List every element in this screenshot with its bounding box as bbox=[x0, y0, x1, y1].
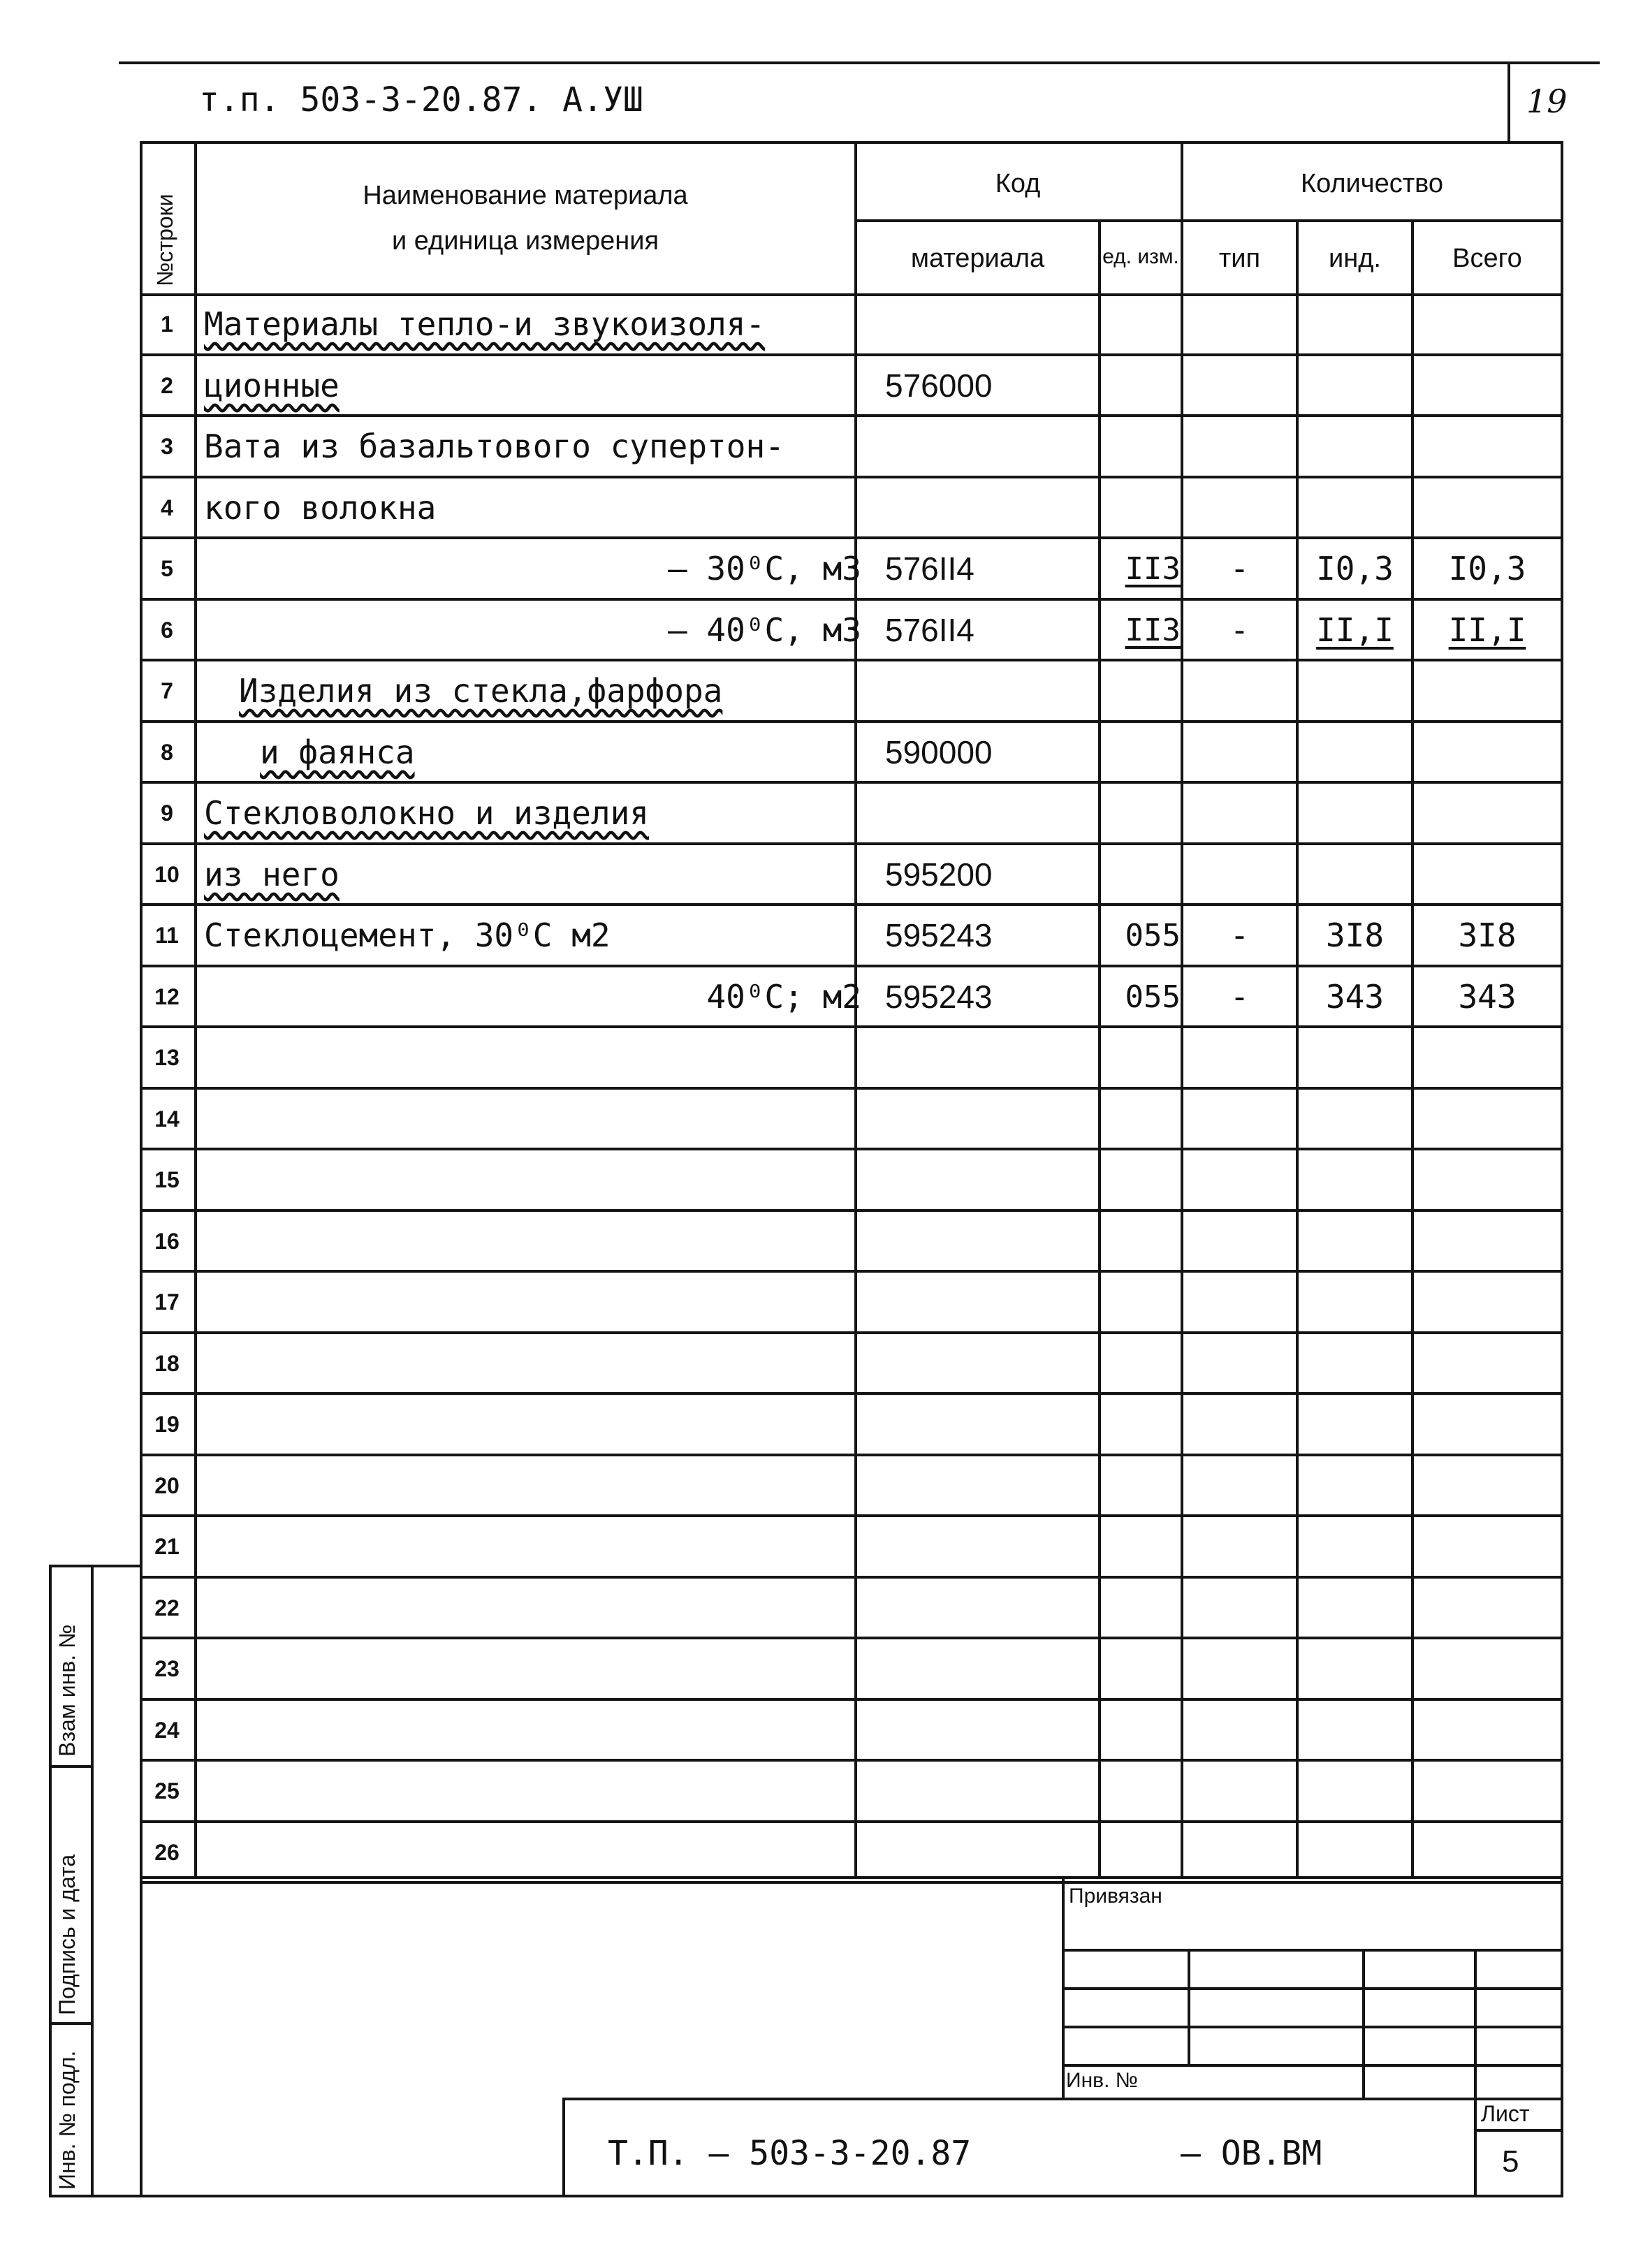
row-12-n-text: 12 bbox=[154, 983, 180, 1009]
row-10-n-text: 10 bbox=[154, 861, 180, 887]
row-19-unit bbox=[1101, 1395, 1185, 1454]
row-23-type bbox=[1183, 1639, 1296, 1698]
row-19-name bbox=[197, 1395, 861, 1454]
row-17-name bbox=[197, 1273, 861, 1331]
row-23-n-text: 23 bbox=[154, 1655, 180, 1681]
row-6-type bbox=[1183, 601, 1296, 659]
row-5-ind-text: I0,3 bbox=[1316, 550, 1394, 587]
row-1-unit bbox=[1101, 295, 1185, 353]
row-11-type bbox=[1183, 906, 1296, 965]
row-15-type bbox=[1183, 1150, 1296, 1209]
row-2-total bbox=[1414, 356, 1561, 415]
row-4-n bbox=[140, 478, 194, 537]
row-20-type bbox=[1183, 1456, 1296, 1515]
row-7-unit bbox=[1101, 661, 1185, 720]
row-17-ind bbox=[1299, 1273, 1411, 1331]
row-8-name-text: и фаянса bbox=[260, 733, 415, 771]
row-11-name bbox=[197, 906, 861, 965]
row-25-ind bbox=[1299, 1762, 1411, 1820]
row-24-n-text: 24 bbox=[154, 1717, 180, 1743]
row-3-code bbox=[857, 417, 1126, 476]
stamp-col-1 bbox=[1188, 1949, 1190, 2064]
stamp-line-1 bbox=[1062, 1949, 1563, 1952]
row-9-total bbox=[1414, 784, 1561, 842]
row-20-n-text: 20 bbox=[154, 1472, 180, 1498]
row-26-n-text: 26 bbox=[154, 1839, 180, 1865]
row-5-name-text: – 30⁰С, м3 bbox=[668, 550, 861, 587]
privyazan-label: Привязан bbox=[1069, 1885, 1162, 1908]
row-25-type bbox=[1183, 1762, 1296, 1820]
row-9-type bbox=[1183, 784, 1296, 842]
row-17-total bbox=[1414, 1273, 1561, 1331]
row-1-code bbox=[857, 295, 1126, 353]
row-12-total-text: 343 bbox=[1458, 978, 1517, 1016]
row-19-ind bbox=[1299, 1395, 1411, 1454]
row-22-ind bbox=[1299, 1579, 1411, 1637]
side-strip-top bbox=[49, 1565, 141, 1567]
row-14-code bbox=[857, 1090, 1126, 1148]
row-11-n bbox=[140, 906, 194, 965]
row-4-type bbox=[1183, 478, 1296, 537]
row-7-n bbox=[140, 661, 194, 720]
row-9-ind bbox=[1299, 784, 1411, 842]
row-3-total bbox=[1414, 417, 1561, 476]
row-24-n bbox=[140, 1701, 194, 1759]
row-19-n-text: 19 bbox=[154, 1411, 180, 1437]
designation-left bbox=[562, 2098, 565, 2197]
row-10-code bbox=[857, 845, 1126, 904]
row-20-name bbox=[197, 1456, 861, 1515]
row-7-ind bbox=[1299, 661, 1411, 720]
side-strip-sep-1 bbox=[49, 1765, 92, 1768]
row-20-n bbox=[140, 1456, 194, 1515]
row-16-total bbox=[1414, 1212, 1561, 1271]
row-6-code bbox=[857, 601, 1126, 659]
row-8-name bbox=[197, 723, 917, 782]
row-10-code-text: 595200 bbox=[885, 856, 993, 893]
row-14-n-text: 14 bbox=[154, 1106, 180, 1132]
row-13-name bbox=[197, 1028, 861, 1087]
row-2-n-text: 2 bbox=[161, 372, 173, 398]
row-21-name bbox=[197, 1517, 861, 1576]
page-number: 19 bbox=[1526, 82, 1568, 120]
row-3-unit bbox=[1101, 417, 1185, 476]
row-1-total bbox=[1414, 295, 1561, 353]
sheet-number: 5 bbox=[1502, 2144, 1519, 2179]
row-14-type bbox=[1183, 1090, 1296, 1148]
row-5-type-text: - bbox=[1229, 550, 1250, 587]
row-23-name bbox=[197, 1639, 861, 1698]
row-25-n bbox=[140, 1762, 194, 1820]
row-12-ind-text: 343 bbox=[1325, 978, 1385, 1016]
header-quantity-group: Количество bbox=[1300, 168, 1444, 198]
row-4-code bbox=[857, 478, 1126, 537]
row-2-name-text: ционные bbox=[204, 367, 340, 404]
row-13-n-text: 13 bbox=[154, 1044, 180, 1070]
row-16-unit bbox=[1101, 1212, 1185, 1271]
row-10-total bbox=[1414, 845, 1561, 904]
row-8-n-text: 8 bbox=[161, 739, 173, 765]
row-19-total bbox=[1414, 1395, 1561, 1454]
row-5-total bbox=[1414, 539, 1561, 598]
row-24-type bbox=[1183, 1701, 1296, 1759]
row-6-type-text: - bbox=[1229, 611, 1250, 649]
row-15-ind bbox=[1299, 1150, 1411, 1209]
row-15-unit bbox=[1101, 1150, 1185, 1209]
row-18-name bbox=[197, 1334, 861, 1393]
row-25-name bbox=[197, 1762, 861, 1820]
header-code-unit: ед. изм. bbox=[1102, 245, 1179, 268]
row-26-type bbox=[1183, 1823, 1296, 1882]
side-strip-left-border bbox=[49, 1565, 52, 2197]
row-11-unit bbox=[1101, 906, 1185, 965]
row-22-n-text: 22 bbox=[154, 1595, 180, 1620]
row-21-total bbox=[1414, 1517, 1561, 1576]
row-17-n bbox=[140, 1273, 194, 1331]
row-1-name bbox=[197, 295, 861, 353]
row-6-ind-text: II,I bbox=[1316, 611, 1394, 649]
row-12-code bbox=[857, 967, 1126, 1026]
row-16-code bbox=[857, 1212, 1126, 1271]
row-8-code bbox=[857, 723, 1126, 782]
row-6-code-text: 576II4 bbox=[885, 612, 974, 648]
row-3-name bbox=[197, 417, 861, 476]
row-8-ind bbox=[1299, 723, 1411, 782]
row-4-name-text: кого волокна bbox=[204, 489, 437, 527]
row-22-n bbox=[140, 1579, 194, 1637]
inv-no-label: Инв. № bbox=[1066, 2069, 1138, 2092]
row-16-n bbox=[140, 1212, 194, 1271]
row-11-n-text: 11 bbox=[155, 922, 179, 948]
table-right-border bbox=[1561, 141, 1563, 2197]
row-5-type bbox=[1183, 539, 1296, 598]
row-22-unit bbox=[1101, 1579, 1185, 1637]
designation-top bbox=[562, 2098, 1563, 2100]
row-22-type bbox=[1183, 1579, 1296, 1637]
row-21-type bbox=[1183, 1517, 1296, 1576]
header-name-line1: Наименование материала bbox=[363, 180, 688, 210]
row-13-total bbox=[1414, 1028, 1561, 1087]
row-5-total-text: I0,3 bbox=[1448, 550, 1526, 587]
row-24-name bbox=[197, 1701, 861, 1759]
row-26-name bbox=[197, 1823, 861, 1882]
row-11-code-text: 595243 bbox=[885, 917, 993, 953]
side-strip-divider bbox=[91, 1565, 94, 2197]
row-11-type-text: - bbox=[1229, 916, 1250, 954]
row-2-type bbox=[1183, 356, 1296, 415]
row-4-n-text: 4 bbox=[161, 495, 173, 520]
row-9-code bbox=[857, 784, 1126, 842]
row-14-total bbox=[1414, 1090, 1561, 1148]
table-bottom-border bbox=[140, 2195, 1563, 2197]
row-14-name bbox=[197, 1090, 861, 1148]
row-18-n-text: 18 bbox=[154, 1350, 180, 1376]
header-code-group: Код bbox=[995, 168, 1041, 198]
row-6-n-text: 6 bbox=[161, 617, 173, 643]
row-12-n bbox=[140, 967, 194, 1026]
row-23-ind bbox=[1299, 1639, 1411, 1698]
row-8-type bbox=[1183, 723, 1296, 782]
row-18-code bbox=[857, 1334, 1126, 1393]
row-18-type bbox=[1183, 1334, 1296, 1393]
stamp-line-2 bbox=[1062, 1987, 1563, 1990]
row-10-unit bbox=[1101, 845, 1185, 904]
row-11-code bbox=[857, 906, 1126, 965]
row-20-unit bbox=[1101, 1456, 1185, 1515]
row-7-code bbox=[857, 661, 1126, 720]
row-11-total-text: 3I8 bbox=[1458, 916, 1517, 954]
row-7-name-text: Изделия из стекла,фарфора bbox=[239, 672, 723, 710]
row-5-n bbox=[140, 539, 194, 598]
row-17-type bbox=[1183, 1273, 1296, 1331]
row-14-ind bbox=[1299, 1090, 1411, 1148]
row-13-n bbox=[140, 1028, 194, 1087]
row-20-total bbox=[1414, 1456, 1561, 1515]
header-name-line2: и единица измерения bbox=[391, 226, 659, 256]
table-top-border bbox=[140, 141, 1563, 144]
row-5-n-text: 5 bbox=[161, 555, 173, 581]
row-21-n bbox=[140, 1517, 194, 1576]
row-3-ind bbox=[1299, 417, 1411, 476]
row-22-name bbox=[197, 1579, 861, 1637]
side-strip-bottom bbox=[49, 2195, 141, 2197]
row-3-n-text: 3 bbox=[161, 433, 173, 459]
row-18-unit bbox=[1101, 1334, 1185, 1393]
row-15-n-text: 15 bbox=[154, 1166, 180, 1192]
row-11-ind-text: 3I8 bbox=[1325, 916, 1385, 954]
row-5-name bbox=[197, 539, 903, 598]
row-10-type bbox=[1183, 845, 1296, 904]
side-label-inv-podl: Инв. № подл. bbox=[54, 2050, 80, 2190]
row-21-ind bbox=[1299, 1517, 1411, 1576]
row-5-unit-text: II3 bbox=[1125, 550, 1181, 587]
row-12-total bbox=[1414, 967, 1561, 1026]
designation-section: – ОВ.ВМ bbox=[1181, 2134, 1322, 2173]
row-17-code bbox=[857, 1273, 1126, 1331]
row-25-unit bbox=[1101, 1762, 1185, 1820]
row-26-unit bbox=[1101, 1823, 1185, 1882]
row-18-n bbox=[140, 1334, 194, 1393]
header-qty-ind: инд. bbox=[1329, 243, 1381, 273]
row-6-name-text: – 40⁰С, м3 bbox=[668, 611, 861, 649]
row-1-n-text: 1 bbox=[161, 311, 173, 337]
row-20-ind bbox=[1299, 1456, 1411, 1515]
row-3-n bbox=[140, 417, 194, 476]
row-12-code-text: 595243 bbox=[885, 979, 993, 1015]
row-16-type bbox=[1183, 1212, 1296, 1271]
row-7-name bbox=[197, 661, 896, 720]
row-2-ind bbox=[1299, 356, 1411, 415]
row-21-code bbox=[857, 1517, 1126, 1576]
row-8-total bbox=[1414, 723, 1561, 782]
title-block-top bbox=[140, 1876, 1563, 1879]
row-24-code bbox=[857, 1701, 1126, 1759]
row-17-unit bbox=[1101, 1273, 1185, 1331]
row-6-unit bbox=[1101, 601, 1185, 659]
row-7-n-text: 7 bbox=[161, 678, 173, 703]
row-9-name bbox=[197, 784, 861, 842]
row-12-name-text: 40⁰С; м2 bbox=[706, 978, 861, 1016]
header-split-line bbox=[854, 219, 1563, 222]
row-12-name bbox=[197, 967, 903, 1026]
row-23-unit bbox=[1101, 1639, 1185, 1698]
row-11-total bbox=[1414, 906, 1561, 965]
row-12-unit-text: 055 bbox=[1125, 979, 1181, 1015]
row-10-n bbox=[140, 845, 194, 904]
row-11-ind bbox=[1299, 906, 1411, 965]
row-6-name bbox=[197, 601, 903, 659]
header-qty-total: Всего bbox=[1452, 243, 1522, 273]
top-border bbox=[119, 61, 1600, 64]
header-qty-type: тип bbox=[1218, 243, 1261, 273]
row-1-n bbox=[140, 295, 194, 353]
stamp-col-3 bbox=[1474, 1949, 1477, 2197]
row-23-n bbox=[140, 1639, 194, 1698]
row-21-n-text: 21 bbox=[154, 1533, 180, 1559]
row-4-ind bbox=[1299, 478, 1411, 537]
row-16-ind bbox=[1299, 1212, 1411, 1271]
row-23-total bbox=[1414, 1639, 1561, 1698]
row-2-n bbox=[140, 356, 194, 415]
row-6-unit-text: II3 bbox=[1125, 612, 1181, 648]
row-20-code bbox=[857, 1456, 1126, 1515]
row-14-n bbox=[140, 1090, 194, 1148]
row-1-name-text: Материалы тепло-и звукоизоля- bbox=[204, 305, 766, 343]
row-16-name bbox=[197, 1212, 861, 1271]
row-4-name bbox=[197, 478, 861, 537]
row-6-n bbox=[140, 601, 194, 659]
row-11-name-text: Стеклоцемент, 30⁰С м2 bbox=[204, 916, 611, 954]
stamp-col-2 bbox=[1362, 1949, 1365, 2099]
row-17-n-text: 17 bbox=[154, 1289, 180, 1315]
row-3-type bbox=[1183, 417, 1296, 476]
row-24-total bbox=[1414, 1701, 1561, 1759]
row-13-type bbox=[1183, 1028, 1296, 1087]
row-10-name bbox=[197, 845, 861, 904]
row-25-total bbox=[1414, 1762, 1561, 1820]
side-label-podpis-data: Подпись и дата bbox=[54, 1854, 80, 2015]
row-10-name-text: из него bbox=[204, 856, 340, 893]
row-15-name bbox=[197, 1150, 861, 1209]
row-2-name bbox=[197, 356, 861, 415]
row-18-ind bbox=[1299, 1334, 1411, 1393]
row-9-unit bbox=[1101, 784, 1185, 842]
row-22-total bbox=[1414, 1579, 1561, 1637]
row-25-code bbox=[857, 1762, 1126, 1820]
row-12-type bbox=[1183, 967, 1296, 1026]
row-6-ind bbox=[1299, 601, 1411, 659]
row-8-n bbox=[140, 723, 194, 782]
row-2-code bbox=[857, 356, 1126, 415]
row-16-n-text: 16 bbox=[154, 1228, 180, 1254]
row-9-n-text: 9 bbox=[161, 800, 173, 826]
row-5-unit bbox=[1101, 539, 1185, 598]
row-4-total bbox=[1414, 478, 1561, 537]
row-11-unit-text: 055 bbox=[1125, 917, 1181, 953]
side-strip-sep-2 bbox=[49, 2022, 92, 2025]
row-5-ind bbox=[1299, 539, 1411, 598]
row-23-code bbox=[857, 1639, 1126, 1698]
row-12-unit bbox=[1101, 967, 1185, 1026]
row-26-total bbox=[1414, 1823, 1561, 1882]
sheet-label: Лист bbox=[1481, 2101, 1530, 2126]
row-15-n bbox=[140, 1150, 194, 1209]
row-13-ind bbox=[1299, 1028, 1411, 1087]
row-13-unit bbox=[1101, 1028, 1185, 1087]
row-9-n bbox=[140, 784, 194, 842]
row-8-unit bbox=[1101, 723, 1185, 782]
side-label-vzam-inv: Взам инв. № bbox=[54, 1624, 80, 1757]
document-code: т.п. 503-3-20.87. А.УШ bbox=[199, 80, 643, 119]
row-3-name-text: Вата из базальтового супертон- bbox=[204, 427, 784, 465]
row-7-total bbox=[1414, 661, 1561, 720]
row-6-total bbox=[1414, 601, 1561, 659]
row-4-unit bbox=[1101, 478, 1185, 537]
designation-code: Т.П. – 503-3-20.87 bbox=[608, 2134, 972, 2173]
row-24-ind bbox=[1299, 1701, 1411, 1759]
row-2-unit bbox=[1101, 356, 1185, 415]
row-26-n bbox=[140, 1823, 194, 1882]
row-22-code bbox=[857, 1579, 1126, 1637]
row-15-total bbox=[1414, 1150, 1561, 1209]
row-25-n-text: 25 bbox=[154, 1778, 180, 1804]
row-1-type bbox=[1183, 295, 1296, 353]
row-19-type bbox=[1183, 1395, 1296, 1454]
row-26-code bbox=[857, 1823, 1126, 1882]
page-number-divider bbox=[1507, 63, 1510, 141]
row-18-total bbox=[1414, 1334, 1561, 1393]
row-5-code-text: 576II4 bbox=[885, 550, 974, 587]
row-12-ind bbox=[1299, 967, 1411, 1026]
row-10-ind bbox=[1299, 845, 1411, 904]
row-6-total-text: II,I bbox=[1448, 611, 1526, 649]
row-7-type bbox=[1183, 661, 1296, 720]
row-5-code bbox=[857, 539, 1126, 598]
row-21-unit bbox=[1101, 1517, 1185, 1576]
row-8-code-text: 590000 bbox=[885, 734, 993, 770]
stamp-line-3 bbox=[1062, 2026, 1563, 2028]
stamp-line-4 bbox=[1062, 2064, 1563, 2067]
header-row-number: №строки bbox=[152, 193, 177, 286]
row-15-code bbox=[857, 1150, 1126, 1209]
row-12-type-text: - bbox=[1229, 978, 1250, 1016]
sheet-label-line bbox=[1474, 2129, 1563, 2132]
row-24-unit bbox=[1101, 1701, 1185, 1759]
row-26-ind bbox=[1299, 1823, 1411, 1882]
row-13-code bbox=[857, 1028, 1126, 1087]
row-19-n bbox=[140, 1395, 194, 1454]
row-9-name-text: Стекловолокно и изделия bbox=[204, 794, 649, 832]
row-14-unit bbox=[1101, 1090, 1185, 1148]
header-code-material: материала bbox=[910, 243, 1045, 273]
row-2-code-text: 576000 bbox=[885, 367, 993, 404]
row-19-code bbox=[857, 1395, 1126, 1454]
row-1-ind bbox=[1299, 295, 1411, 353]
